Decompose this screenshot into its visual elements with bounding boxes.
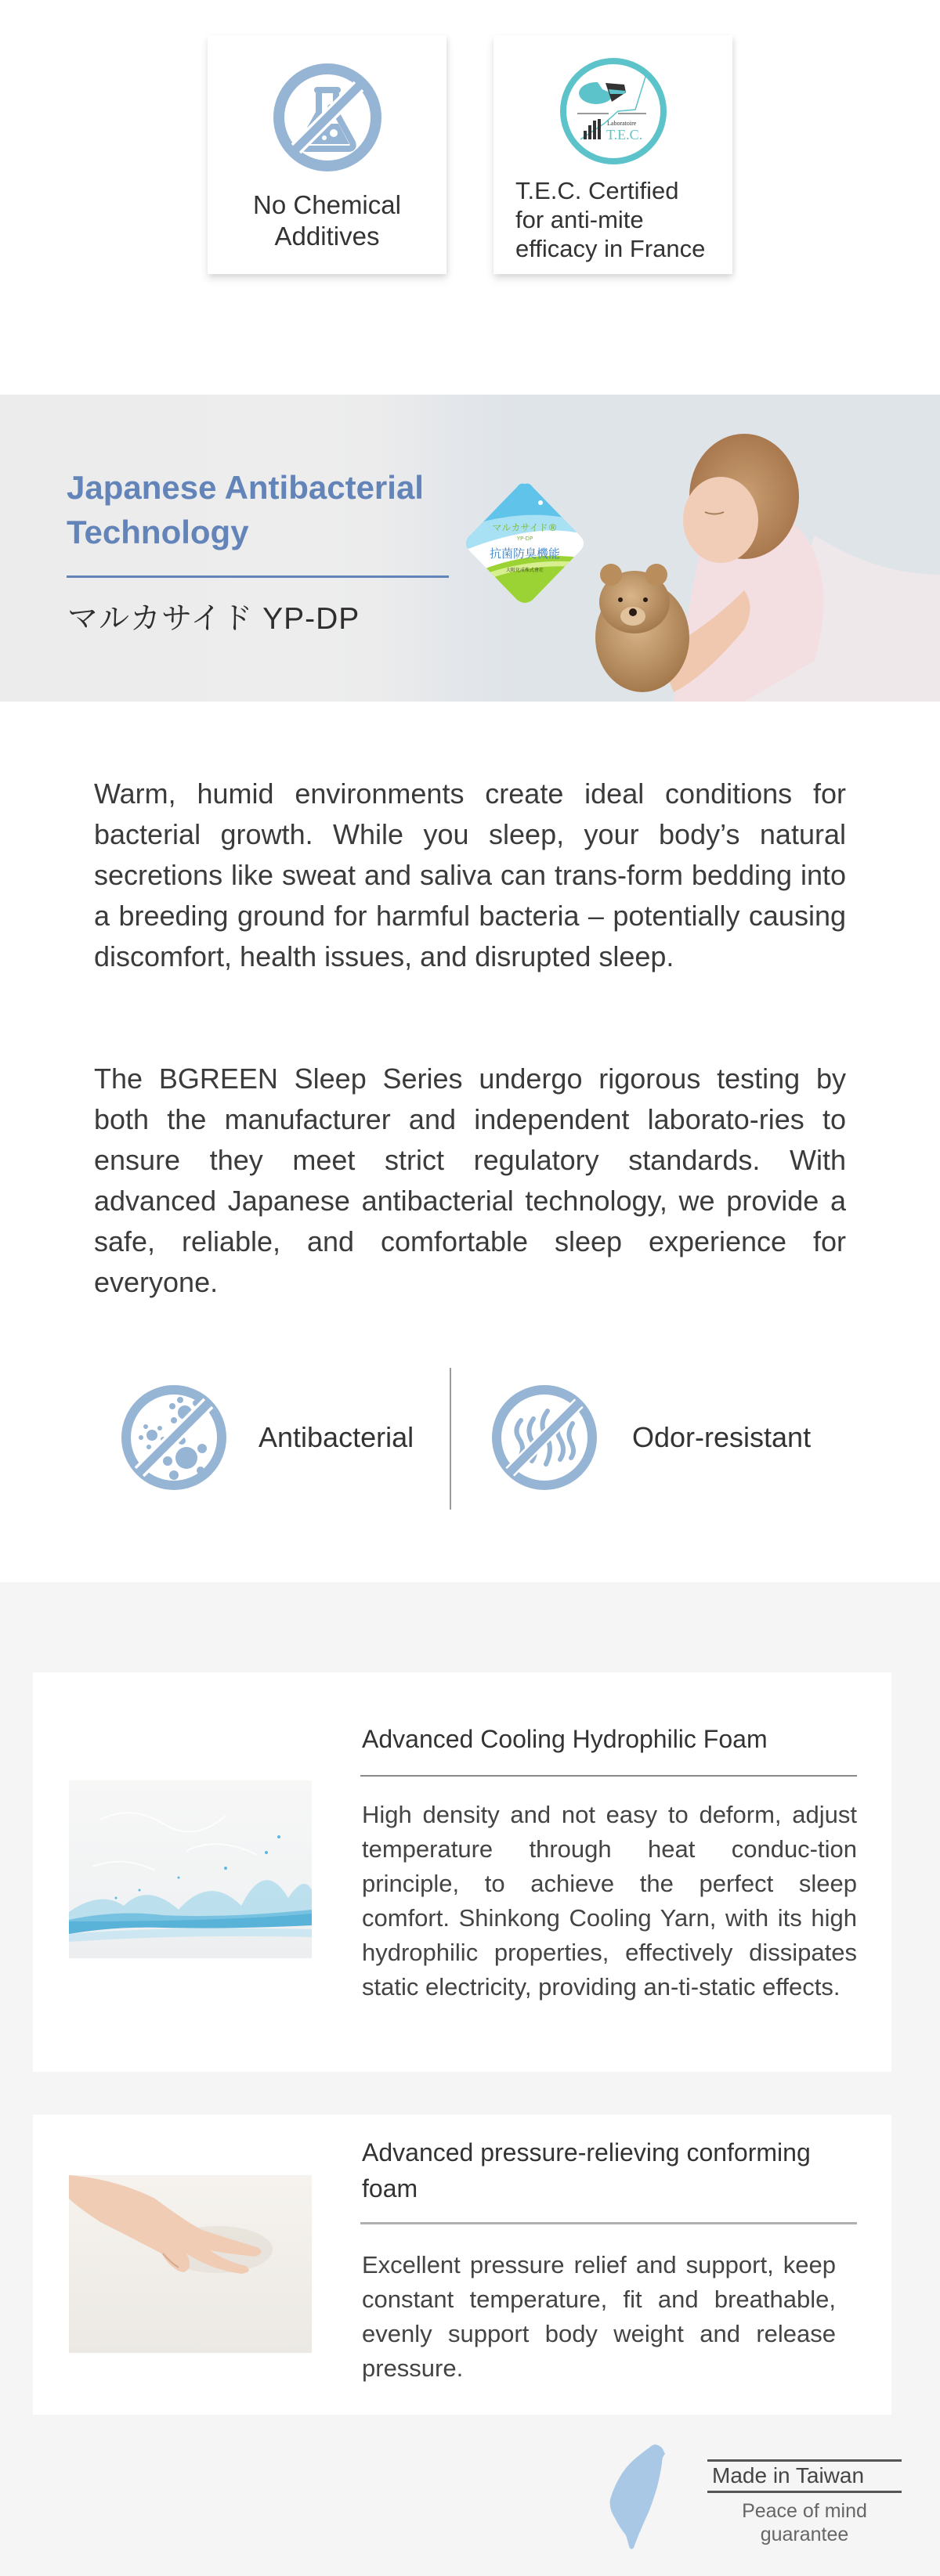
tec-logo-big-text: T.E.C. — [606, 127, 642, 143]
tag-brand-text: マルカサイド® — [492, 522, 558, 533]
tag-function-text: 抗菌防臭機能 — [489, 547, 561, 561]
made-in-taiwan-badge — [607, 2443, 897, 2553]
materials-section — [0, 1582, 940, 2576]
taiwan-map-icon — [607, 2443, 670, 2553]
material-card-pressure-foam — [33, 2115, 891, 2415]
badge-rule-bottom — [707, 2491, 902, 2493]
hand-on-foam-image — [69, 2175, 312, 2353]
no-odor-icon — [490, 1383, 599, 1492]
cert-label — [515, 176, 727, 263]
tec-laboratoire-logo-icon — [557, 55, 670, 168]
banner-title-line: Technology — [67, 514, 249, 550]
banner-subtitle: マルカサイド YP-DP — [67, 602, 360, 636]
tag-maker-text: 大阪化成株式會社 — [505, 568, 544, 573]
antibacterial-banner — [0, 395, 940, 702]
card-body: High density and not easy to deform, adjust temperature through heat conduc‐tion principle, to achieve the perfect sleep comfort. Shinkong Cooling Yarn, with its high hydrophilic properties, effectively dissipates static electricity, providing an‐ti-static effects. — [362, 1801, 857, 2001]
feature-divider — [450, 1368, 451, 1510]
tec-logo-small-text: Laboratoire — [606, 120, 636, 127]
made-in-taiwan-title: Made in Taiwan — [712, 2463, 865, 2488]
cert-card-tec — [494, 35, 732, 274]
card-divider — [360, 1775, 857, 1777]
feature-label: Odor-resistant — [632, 1421, 812, 1453]
cert-card-no-chemical — [208, 35, 446, 274]
no-bacteria-icon — [119, 1383, 229, 1492]
certifications-section — [0, 0, 940, 395]
cert-label-line: T.E.C. Certified — [515, 177, 679, 204]
intro-paragraph-2: The BGREEN Sleep Series undergo rigorous testing by both the manufacturer and independent laborato‐ries to ensure they meet strict regulatory standards. With advanced Japanese antibacterial technology, we provide a safe, reliable, and comfortable sleep experience for everyone. — [94, 1063, 846, 1298]
card-title: Advanced Cooling Hydrophilic Foam — [362, 1725, 768, 1753]
banner-title — [67, 465, 474, 554]
marukaside-tag-image — [462, 481, 588, 606]
intro-paragraph-1: Warm, humid environments create ideal conditions for bacterial growth. While you sleep, your body’s natural secretions like sweat and saliva can trans‐form bedding into a breeding ground for harmful bacteria – potentially causing discomfort, health issues, and disrupted sleep. — [94, 777, 846, 972]
card-divider — [360, 2222, 857, 2224]
cert-label — [208, 189, 446, 252]
cert-label-line: for anti-mite — [515, 206, 644, 233]
feature-label: Antibacterial — [258, 1421, 414, 1453]
water-splash-image — [69, 1780, 312, 1958]
material-card-cooling-foam — [33, 1672, 891, 2072]
cert-label-line: efficacy in France — [515, 235, 706, 262]
tag-model-text: YP-DP — [516, 536, 533, 542]
card-title: Advanced pressure-relieving conforming foam — [362, 2138, 811, 2203]
banner-divider — [67, 575, 449, 578]
made-in-taiwan-subtitle: Peace of mind guarantee — [742, 2500, 867, 2545]
cert-label-line: No Chemical — [253, 190, 401, 219]
cert-label-line: Additives — [274, 222, 380, 251]
feature-antibacterial — [119, 1383, 414, 1492]
feature-odor-resistant — [490, 1383, 811, 1492]
card-body: Excellent pressure relief and support, keep constant temperature, fit and breathable, evenly support body weight and release pressure. — [362, 2251, 836, 2382]
banner-title-line: Japanese Antibacterial — [67, 469, 424, 506]
no-chemical-flask-icon — [271, 61, 384, 174]
